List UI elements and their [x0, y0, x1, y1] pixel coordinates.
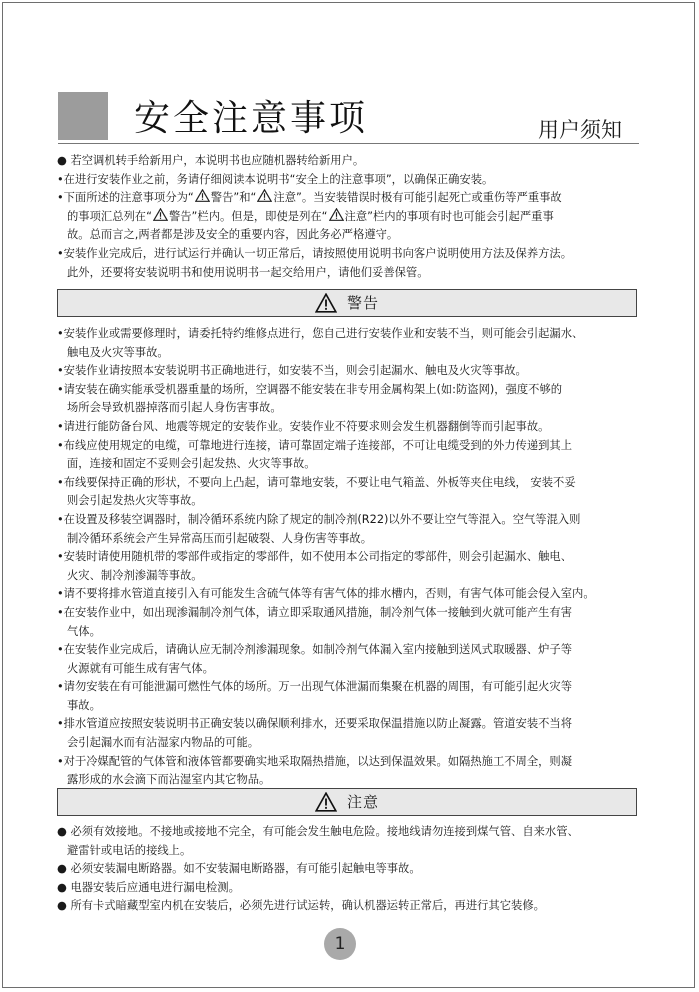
warning-triangle-icon [315, 792, 337, 812]
warning-item-3-line-1: •请安装在确实能承受机器重量的场所，空调器不能安装在非专用金属构架上(如:防盗网)，强度不够的 [57, 382, 563, 396]
warning-triangle-icon [329, 208, 344, 221]
page-number: 1 [324, 928, 356, 960]
warning-item-10-line-1: •在安装作业中，如出现渗漏制冷剂气体，请立即采取通风措施，制冷剂气体一接触到火就可能产生有害 [57, 605, 573, 619]
intro-paragraph-3-line-1: •下面所述的注意事项分为“ 警告”和“ 注意”。当安装错误时极有可能引起死亡或重伤等严重事故 [57, 191, 562, 205]
page-title: 安全注意事项 [134, 98, 369, 139]
intro-paragraph-2: •在进行安装作业之前，务请仔细阅读本说明书“安全上的注意事项”，以确保正确安装。 [57, 172, 494, 186]
warning-item-5-line-2: 面，连接和固定不妥则会引起发热、火灾等事故。 [67, 457, 316, 471]
warning-item-10-line-2: 气体。 [67, 624, 101, 638]
caution-items [57, 823, 647, 916]
warning-item-1-line-1: •安装作业或需要修理时，请委托特约维修点进行，您自己进行安装作业和安装不当，则可能会引起漏水、 [57, 327, 584, 340]
warning-section-label: 警告 [346, 294, 379, 312]
intro-section [57, 152, 647, 282]
warning-item-8-line-1: •安装时请使用随机带的零部件或指定的零部件，如不使用本公司指定的零部件，则会引起漏水、触电、 [57, 550, 573, 564]
warning-section-header [57, 289, 637, 317]
warning-item-2: •安装作业请按照本安装说明书正确地进行，如安装不当，则会引起漏水、触电及火灾等事故。 [57, 364, 527, 378]
warning-item-7-line-1: •在设置及移装空调器时，制冷循环系统内除了规定的制冷剂(R22)以外不要让空气等混入。空气等混入则 [57, 512, 581, 526]
warning-triangle-icon [315, 293, 337, 313]
caution-item-1-line-2: 避雷针或电话的接线上。 [67, 843, 192, 857]
warning-item-8-line-2: 火灾、制冷剂渗漏等事故。 [67, 568, 203, 582]
intro-paragraph-4-line-1: •安装作业完成后，进行试运行并确认一切正常后，请按照使用说明书向客户说明使用方法及保养方法。 [57, 246, 573, 260]
warning-item-6-line-1: •布线要保持正确的形状，不要向上凸起，请可靠地安装，不要让电气箱盖、外板等夹住电线， 安装不妥 [57, 475, 576, 489]
warning-item-9: •请不要将排水管道直接引入有可能发生含硫气体等有害气体的排水槽内，否则，有害气体可能会侵入室内。 [57, 587, 595, 601]
warning-item-14-line-2: 露形成的水会滴下而沾湿室内其它物品。 [67, 773, 271, 787]
warning-item-7-line-2: 制冷循环系统会产生异常高压而引起破裂、人身伤害等事故。 [67, 531, 373, 545]
warning-item-3-line-2: 场所会导致机器掉落而引起人身伤害事故。 [67, 401, 282, 415]
warning-item-12-line-1: •请勿安装在有可能泄漏可燃性气体的场所。万一出现气体泄漏而集聚在机器的周围，有可能引起火灾等 [57, 680, 573, 694]
warning-items [57, 325, 647, 790]
warning-item-12-line-2: 事故。 [67, 698, 101, 712]
warning-item-11-line-2: 火源就有可能生成有害气体。 [67, 661, 214, 675]
warning-triangle-icon [153, 208, 168, 221]
page-subtitle: 用户须知 [538, 118, 622, 142]
warning-item-4: •请进行能防备台风、地震等规定的安装作业。安装作业不符要求则会发生机器翻倒等而引起事故。 [57, 419, 550, 433]
caution-section-label: 注意 [346, 793, 379, 811]
caution-section-header [57, 788, 637, 816]
warning-item-13-line-2: 会引起漏水而有沾湿家内物品的可能。 [67, 736, 260, 750]
intro-paragraph-3-line-3: 故。总而言之,两者都是涉及安全的重要内容，因此务必严格遵守。 [67, 228, 399, 242]
intro-paragraph-1: ● 若空调机转手给新用户，本说明书也应随机器转给新用户。 [57, 154, 365, 167]
warning-item-13-line-1: •排水管道应按照安装说明书正确安装以确保顺利排水，还要采取保温措施以防止凝露。管道安装不当将 [57, 717, 573, 731]
intro-paragraph-4-line-2: 此外，还要将安装说明书和使用说明书一起交给用户，请他们妥善保管。 [67, 265, 429, 279]
warning-item-14-line-1: •对于冷媒配管的气体管和液体管都要确实地采取隔热措施，以达到保温效果。如隔热施工不周全，则凝 [57, 754, 573, 768]
warning-item-11-line-1: •在安装作业完成后，请确认应无制冷剂渗漏现象。如制冷剂气体漏入室内接触到送风式取暖器、炉子等 [57, 643, 573, 657]
warning-item-6-line-2: 则会引起发热火灾等事故。 [67, 494, 203, 508]
header-gray-block [58, 92, 108, 140]
warning-triangle-icon [257, 189, 272, 202]
caution-item-2: ● 必须安装漏电断路器。如不安装漏电断路器，有可能引起触电等事故。 [57, 862, 421, 876]
warning-item-1-line-2: 触电及火灾等事故。 [67, 345, 169, 359]
intro-paragraph-3-line-2: 的事项汇总列在“ 警告”栏内。但是，即使是列在“ 注意”栏内的事项有时也可能会引起严重事 [67, 209, 554, 223]
header-divider [58, 143, 639, 144]
warning-triangle-icon [195, 189, 210, 202]
warning-item-5-line-1: •布线应使用规定的电缆，可靠地进行连接，请可靠固定端子连接部，不可让电缆受到的外力传递到其上 [57, 438, 573, 452]
caution-item-3: ● 电器安装后应通电进行漏电检测。 [57, 880, 240, 894]
caution-item-4: ● 所有卡式暗藏型室内机在安装后，必须先进行试运转，确认机器运转正常后，再进行其它装修。 [57, 899, 545, 913]
caution-item-1-line-1: ● 必须有效接地。不接地或接地不完全，有可能会发生触电危险。接地线请勿连接到煤气管、自来水管、 [57, 825, 579, 838]
